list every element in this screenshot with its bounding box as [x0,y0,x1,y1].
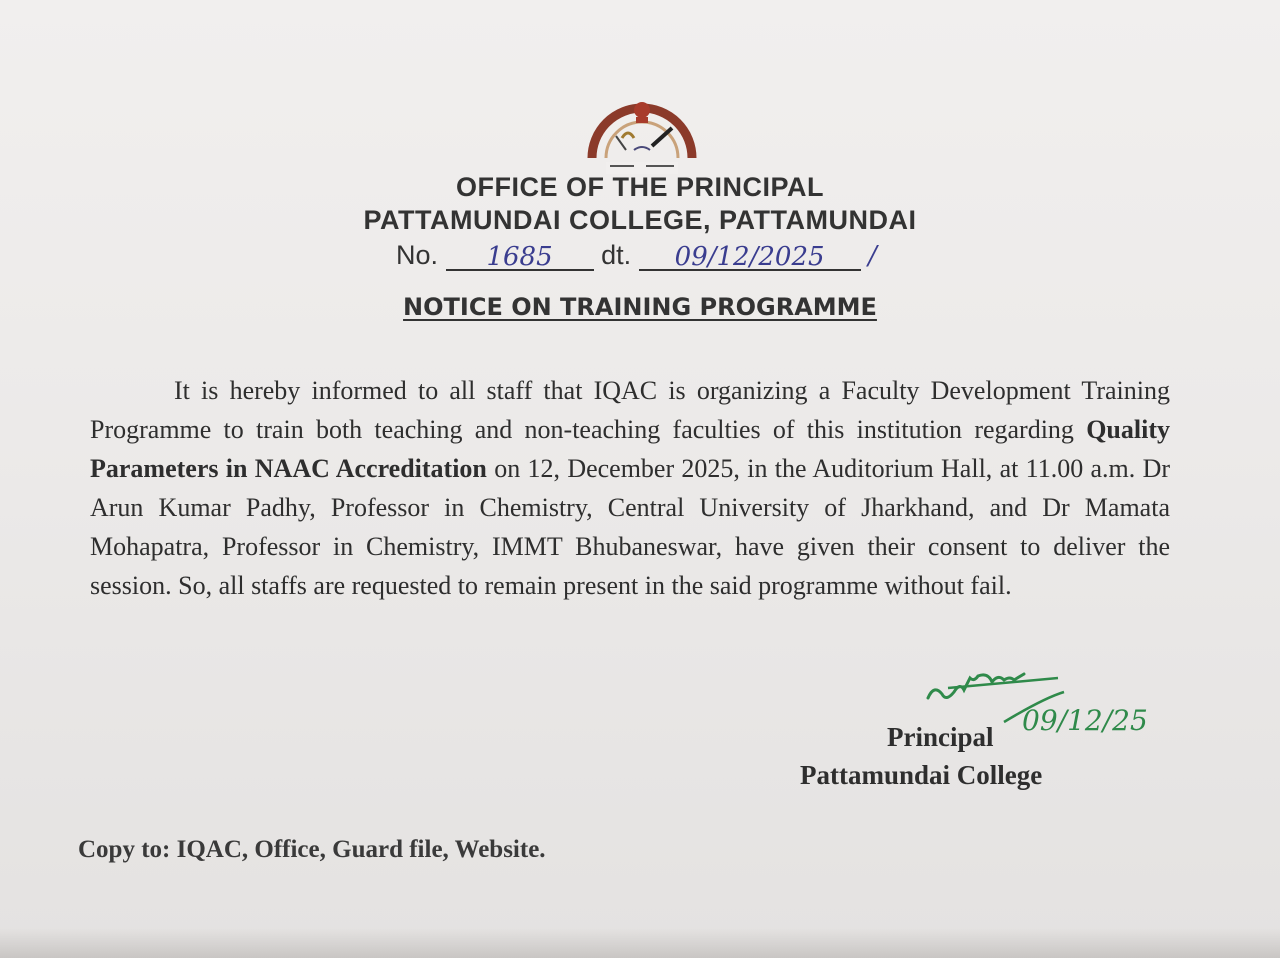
number-blank [446,241,594,271]
end-mark: / [868,241,877,271]
body-bold-topic: Quality Parameters in NAAC Accreditation [90,415,1170,483]
signatory-title: Principal [887,722,994,752]
reference-number: 1685 [486,242,553,272]
signatory-institution: Pattamundai College [800,760,1043,790]
body-text-1: It is hereby informed to all staff that IQAC is organizing a Faculty Development Training Programme to train both teaching and non-teaching faculties of this institution regarding [90,376,1170,444]
reference-line [396,240,877,271]
signature-date: 09/12/25 [1022,704,1148,737]
paper-shadow [0,928,1280,958]
body-text-2: on 12, December 2025, in the Auditorium Hall, at 11.00 a.m. Dr Arun Kumar Padhy, Professor in Chemistry, Central University of Jharkhand, and Dr Mamata Mohapatra, Professor in Chemistry, IMMT Bhubaneswar, have given their consent to deliver the session. So, all staffs are requested to remain present in the said programme without fail. [90,454,1171,600]
number-label: No. [396,240,439,270]
notice-body [90,371,1170,605]
notice-title: NOTICE ON TRAINING PROGRAMME [403,293,877,321]
college-heading: PATTAMUNDAI COLLEGE, PATTAMUNDAI [363,205,917,235]
office-heading: OFFICE OF THE PRINCIPAL [456,172,824,202]
reference-date: 09/12/2025 [674,242,825,272]
copy-to-line: Copy to: IQAC, Office, Guard file, Website. [78,836,546,863]
date-blank [639,241,861,271]
college-emblem-logo [586,88,698,176]
date-label: dt. [601,240,632,270]
